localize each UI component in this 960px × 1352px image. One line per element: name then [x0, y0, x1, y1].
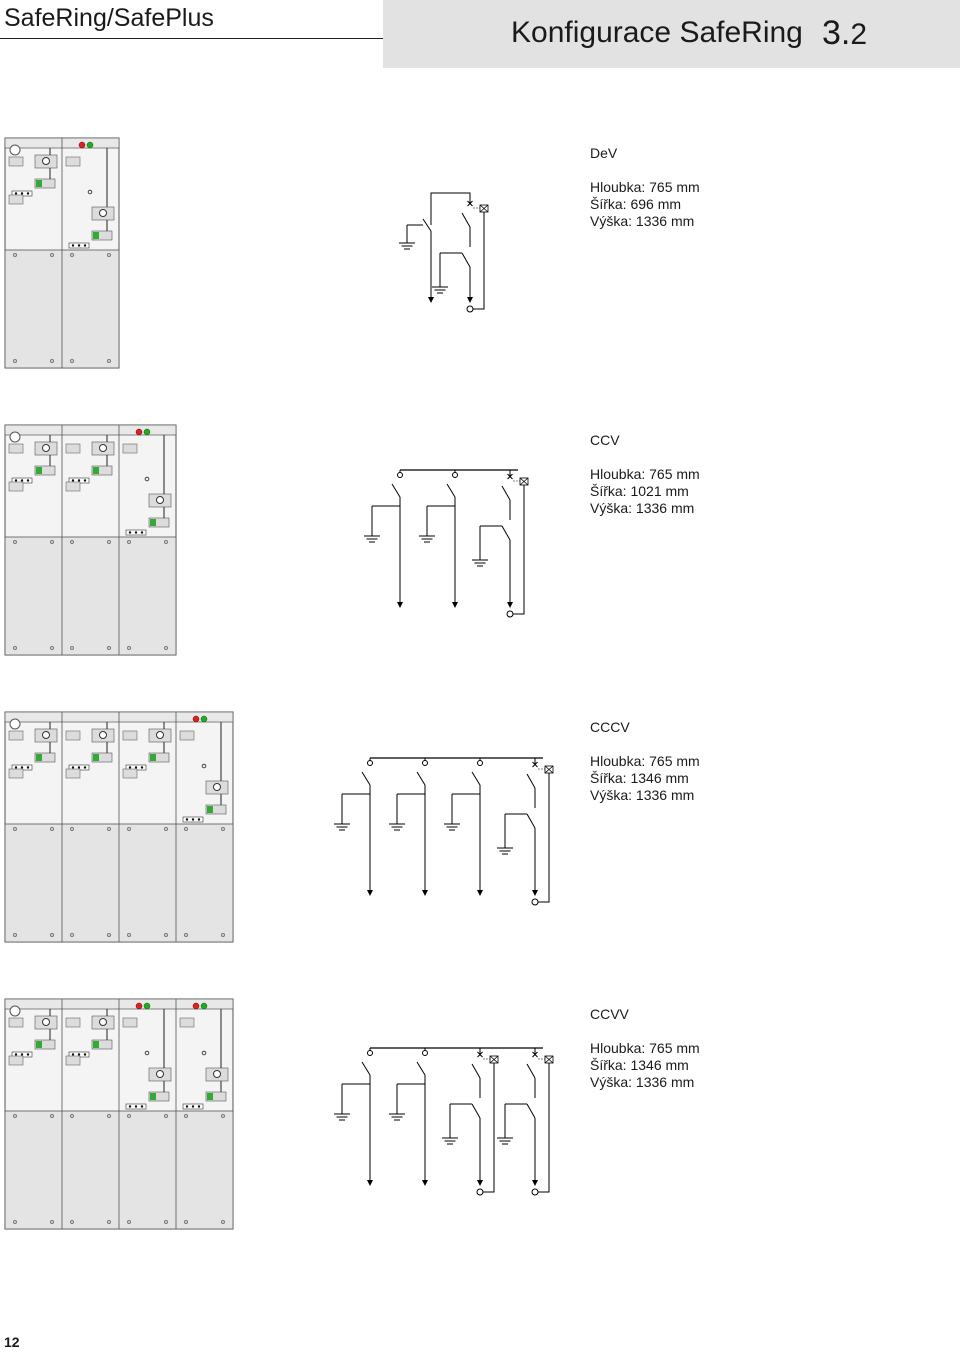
isolator-contact [423, 1051, 428, 1056]
indicator-dot [192, 818, 194, 820]
ct-wiring [538, 1063, 549, 1192]
indicator-dot [15, 192, 17, 194]
indicator-dot [135, 1105, 137, 1107]
config-width: Šířka: 1021 mm [590, 483, 689, 499]
indicator-dot [129, 531, 131, 533]
indicator-dot [198, 1105, 200, 1107]
label-plate [180, 731, 194, 740]
operation-knob [43, 732, 50, 739]
indicator-dot [78, 479, 80, 481]
switch-blade [362, 772, 370, 785]
page-number: 12 [4, 1334, 20, 1350]
label-plate [123, 1018, 137, 1027]
indicator-green [144, 1003, 150, 1009]
cable-arrow [507, 602, 513, 608]
indicator-dot [186, 818, 188, 820]
config-width: Šířka: 696 mm [590, 196, 682, 212]
label-plate [9, 731, 23, 740]
label-plate [123, 731, 137, 740]
operation-knob [214, 784, 221, 791]
label-plate [66, 769, 80, 778]
config-width: Šířka: 1346 mm [590, 770, 689, 786]
indicator-red [136, 429, 142, 435]
label-plate [66, 1056, 80, 1065]
config-height: Výška: 1336 mm [590, 213, 695, 229]
indicator-dot [84, 244, 86, 246]
cable-arrow [452, 602, 458, 608]
ct-wiring [473, 212, 484, 309]
status-flag [150, 754, 156, 761]
cable-arrow [428, 297, 434, 303]
config-depth: Hloubka: 765 mm [590, 753, 700, 769]
config-height: Výška: 1336 mm [590, 787, 695, 803]
indicator-dot [84, 1053, 86, 1055]
cable-arrow [367, 890, 373, 896]
section-minor: 2 [850, 18, 868, 51]
label-plate [9, 769, 23, 778]
indicator-green [144, 429, 150, 435]
switch-blade [362, 1062, 370, 1075]
config-depth: Hloubka: 765 mm [590, 179, 700, 195]
config-ccv-text [590, 432, 700, 517]
indicator-dot [78, 1053, 80, 1055]
indicator-dot [15, 479, 17, 481]
section-major: 3. [822, 14, 851, 52]
config-ccvv-text [590, 1006, 700, 1091]
operation-knob [100, 210, 107, 217]
indicator-dot [72, 766, 74, 768]
cable-arrow [477, 890, 483, 896]
isolator-contact [368, 1051, 373, 1056]
indicator-red [193, 1003, 199, 1009]
config-name: CCVV [590, 1006, 629, 1022]
label-plate [66, 1018, 80, 1027]
indicator-dot [27, 192, 29, 194]
status-flag [150, 1093, 156, 1100]
config-height: Výška: 1336 mm [590, 1074, 695, 1090]
config-name: DeV [590, 145, 618, 161]
indicator-dot [27, 1053, 29, 1055]
label-plate [9, 1018, 23, 1027]
switch-blade-lower [462, 253, 470, 267]
single-line-diagram-cccv [330, 750, 560, 920]
switch-blade-lower [527, 1104, 535, 1118]
operation-knob [214, 1071, 221, 1078]
operation-knob [157, 497, 164, 504]
label-plate [66, 157, 80, 166]
switch-blade [447, 484, 455, 497]
indicator-dot [84, 479, 86, 481]
brand-title: SafeRing/SafePlus [4, 4, 214, 32]
config-name: CCCV [590, 719, 630, 735]
label-plate [9, 195, 23, 204]
single-line-diagram-ccv [360, 462, 540, 632]
label-plate [123, 769, 137, 778]
config-depth: Hloubka: 765 mm [590, 466, 700, 482]
status-flag [93, 467, 99, 474]
indicator-dot [21, 192, 23, 194]
label-plate [9, 444, 23, 453]
gauge-icon [10, 719, 20, 729]
single-line-diagram-dev [395, 185, 505, 325]
cable-arrow [532, 890, 538, 896]
switch-blade [462, 213, 470, 227]
indicator-dot [135, 531, 137, 533]
label-plate [66, 731, 80, 740]
indicator-red [79, 142, 85, 148]
ct-wiring [513, 485, 524, 614]
panel-top-strip [5, 425, 176, 435]
indicator-green [87, 142, 93, 148]
config-name: CCV [590, 432, 620, 448]
indicator-dot [27, 766, 29, 768]
gauge-icon [10, 145, 20, 155]
cable-arrow [397, 602, 403, 608]
gauge-icon [10, 432, 20, 442]
current-transformer [507, 611, 513, 617]
cable-arrow [477, 1180, 483, 1186]
switch-blade-lower [502, 526, 510, 540]
operation-knob [100, 1019, 107, 1026]
indicator-dot [78, 244, 80, 246]
operation-knob [157, 732, 164, 739]
switchgear-front-dev [4, 137, 124, 371]
panel-lower-cover [5, 537, 176, 655]
status-flag [36, 754, 42, 761]
isolator-contact [398, 473, 403, 478]
indicator-dot [141, 1105, 143, 1107]
operation-knob [100, 732, 107, 739]
indicator-dot [21, 766, 23, 768]
switch-blade-lower [527, 814, 535, 828]
status-flag [207, 806, 213, 813]
switch-blade [527, 1064, 535, 1078]
indicator-dot [27, 479, 29, 481]
switch-blade [417, 1062, 425, 1075]
isolator-contact [368, 761, 373, 766]
indicator-dot [72, 244, 74, 246]
indicator-dot [84, 766, 86, 768]
indicator-dot [15, 1053, 17, 1055]
isolator-contact [453, 473, 458, 478]
current-transformer [532, 1189, 538, 1195]
cable-arrow [422, 890, 428, 896]
indicator-red [193, 716, 199, 722]
ct-wiring [538, 773, 549, 902]
indicator-dot [21, 479, 23, 481]
label-plate [180, 1018, 194, 1027]
label-plate [66, 444, 80, 453]
indicator-dot [78, 766, 80, 768]
current-transformer [477, 1189, 483, 1195]
single-line-diagram-ccvv [330, 1040, 560, 1210]
indicator-dot [21, 1053, 23, 1055]
cable-arrow [467, 297, 473, 303]
switch-blade [472, 1064, 480, 1078]
status-flag [207, 1093, 213, 1100]
label-plate [9, 1056, 23, 1065]
current-transformer [467, 306, 473, 312]
indicator-dot [129, 1105, 131, 1107]
isolator-contact [423, 761, 428, 766]
section-number [822, 14, 867, 53]
indicator-dot [72, 1053, 74, 1055]
status-flag [93, 754, 99, 761]
config-depth: Hloubka: 765 mm [590, 1040, 700, 1056]
indicator-dot [192, 1105, 194, 1107]
switch-blade [472, 772, 480, 785]
status-flag [150, 519, 156, 526]
indicator-green [201, 716, 207, 722]
label-plate [123, 444, 137, 453]
status-flag [36, 180, 42, 187]
config-height: Výška: 1336 mm [590, 500, 695, 516]
cable-arrow [532, 1180, 538, 1186]
indicator-dot [135, 766, 137, 768]
switch-blade [392, 484, 400, 497]
page-title: Konfigurace SafeRing [511, 16, 803, 49]
indicator-dot [141, 766, 143, 768]
status-flag [93, 1041, 99, 1048]
indicator-dot [15, 766, 17, 768]
cable-arrow [367, 1180, 373, 1186]
indicator-dot [198, 818, 200, 820]
ct-wiring [483, 1063, 494, 1192]
busbar [431, 193, 470, 225]
label-plate [9, 157, 23, 166]
switchgear-front-ccvv [4, 998, 236, 1232]
operation-knob [43, 1019, 50, 1026]
config-dev-text [590, 145, 700, 230]
isolator-contact [478, 761, 483, 766]
switchgear-front-ccv [4, 424, 181, 658]
label-plate [9, 482, 23, 491]
indicator-dot [72, 479, 74, 481]
gauge-icon [10, 1006, 20, 1016]
status-flag [93, 232, 99, 239]
indicator-red [136, 1003, 142, 1009]
operation-knob [100, 445, 107, 452]
config-cccv-text [590, 719, 700, 804]
operation-knob [157, 1071, 164, 1078]
switch-blade [423, 219, 431, 231]
switch-blade [527, 774, 535, 788]
switch-blade [502, 486, 510, 500]
label-plate [66, 482, 80, 491]
indicator-dot [141, 531, 143, 533]
config-width: Šířka: 1346 mm [590, 1057, 689, 1073]
switchgear-front-cccv [4, 711, 236, 945]
header-rule [0, 38, 383, 39]
status-flag [36, 467, 42, 474]
indicator-dot [129, 766, 131, 768]
indicator-green [201, 1003, 207, 1009]
operation-knob [43, 445, 50, 452]
cable-arrow [422, 1180, 428, 1186]
status-flag [36, 1041, 42, 1048]
switch-blade-lower [472, 1104, 480, 1118]
indicator-dot [186, 1105, 188, 1107]
current-transformer [532, 899, 538, 905]
switch-blade [417, 772, 425, 785]
operation-knob [43, 158, 50, 165]
